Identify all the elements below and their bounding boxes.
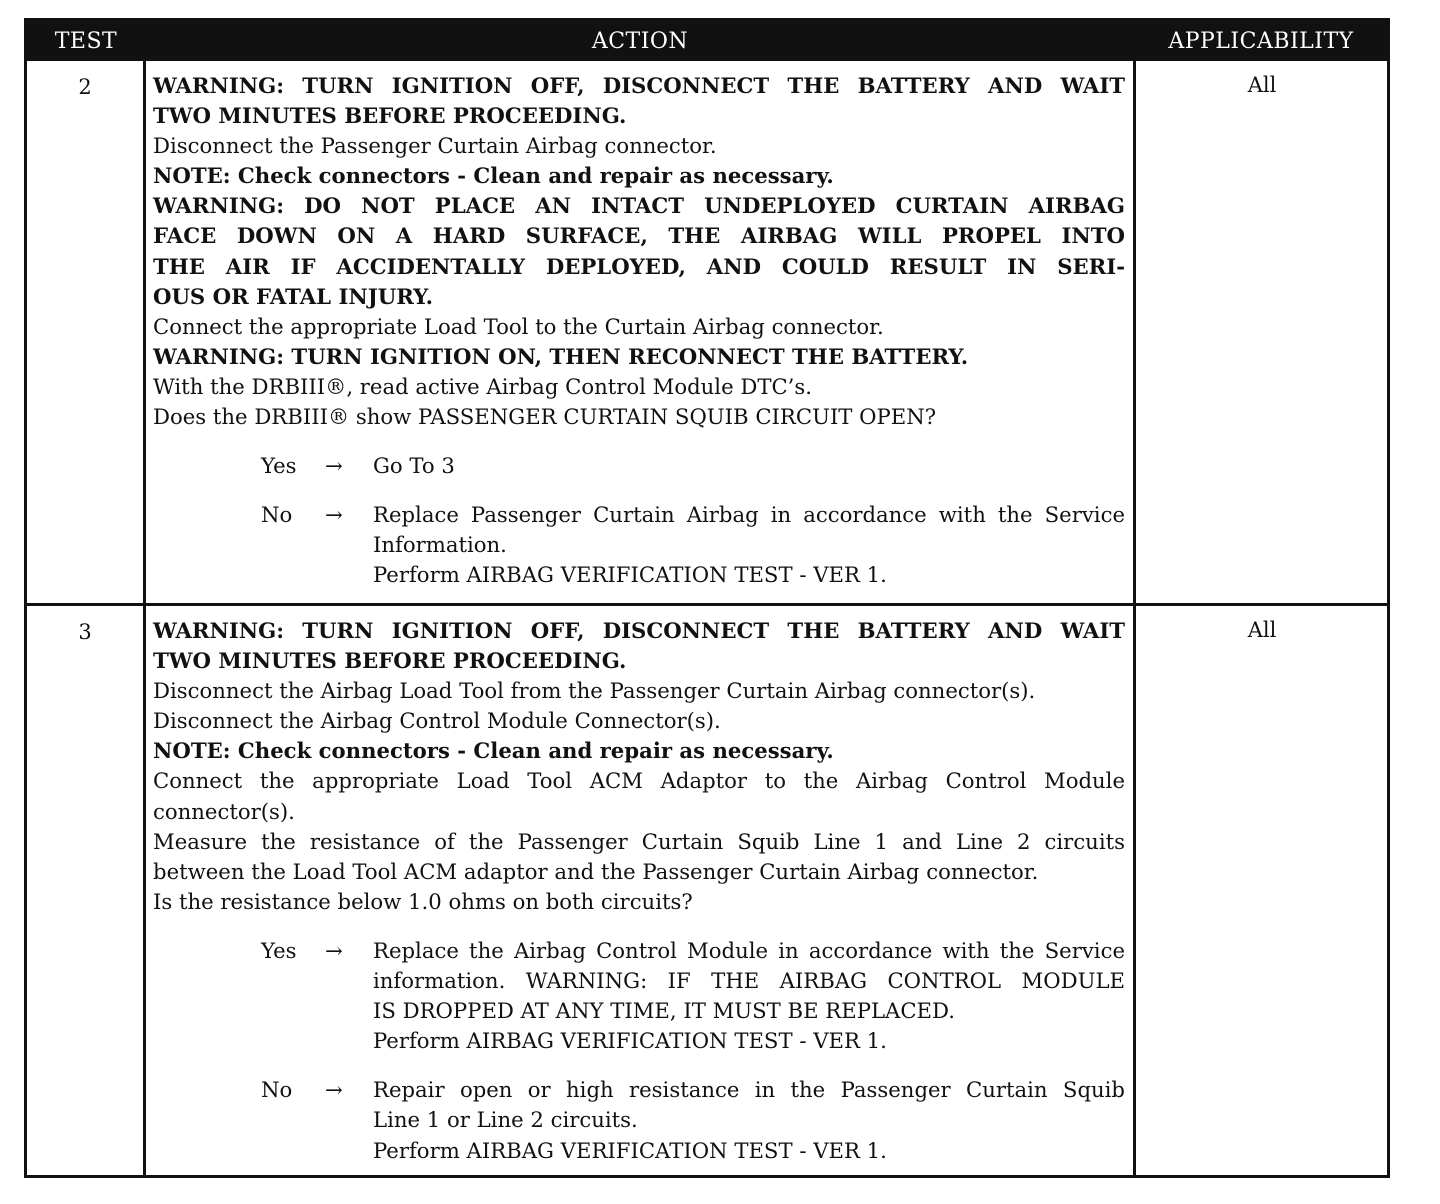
no-result <box>373 500 1125 590</box>
step-text: With the DRBIII®, read active Airbag Control Module DTC’s. <box>153 373 813 399</box>
test-number: 3 <box>78 620 92 644</box>
no-result <box>373 1075 1125 1165</box>
step-text: Measure the resistance of the Passenger Curtain Squib Line 1 and Line 2 circuits <box>153 828 1125 854</box>
arrow-right-icon: → <box>325 1077 343 1103</box>
result-text: Replace the Airbag Control Module in accordance with the Service <box>373 937 1125 963</box>
note-text: NOTE: Check connectors - Clean and repair as necessary. <box>153 738 834 764</box>
step-text: Disconnect the Passenger Curtain Airbag connector. <box>153 133 717 159</box>
warning-text: FACE DOWN ON A HARD SURFACE, THE AIRBAG WILL PROPEL INTO <box>153 223 1125 249</box>
warning-text: WARNING: TURN IGNITION ON, THEN RECONNECT THE BATTERY. <box>153 343 969 369</box>
step-text: connector(s). <box>153 798 295 824</box>
result-text: Repair open or high resistance in the Passenger Curtain Squib <box>373 1077 1125 1103</box>
no-label: No <box>261 1077 293 1103</box>
yes-result <box>373 936 1125 1056</box>
result-text: Perform AIRBAG VERIFICATION TEST - VER 1. <box>373 562 887 588</box>
question-text: Is the resistance below 1.0 ohms on both circuits? <box>153 888 693 914</box>
warning-text: OUS OR FATAL INJURY. <box>153 283 433 309</box>
table-row <box>27 606 1387 1175</box>
result-text: Perform AIRBAG VERIFICATION TEST - VER 1. <box>373 1137 887 1163</box>
header-action: ACTION <box>591 29 689 54</box>
yes-branch <box>153 936 1125 1056</box>
result-text: Perform AIRBAG VERIFICATION TEST - VER 1. <box>373 1028 887 1054</box>
no-branch <box>153 500 1125 590</box>
action-cell <box>153 71 1125 610</box>
no-label: No <box>261 502 293 528</box>
step-text: Disconnect the Airbag Control Module Connector(s). <box>153 708 721 734</box>
warning-text: TWO MINUTES BEFORE PROCEEDING. <box>153 648 627 674</box>
warning-text: TWO MINUTES BEFORE PROCEEDING. <box>153 103 627 129</box>
result-text: Go To 3 <box>373 453 455 479</box>
step-text: Connect the appropriate Load Tool ACM Adaptor to the Airbag Control Module <box>153 768 1125 794</box>
diagnostic-test-table <box>24 18 1390 1178</box>
result-text: Line 1 or Line 2 circuits. <box>373 1107 638 1133</box>
yes-label: Yes <box>261 937 297 963</box>
step-text: between the Load Tool ACM adaptor and the Passenger Curtain Airbag connector. <box>153 858 1039 884</box>
action-cell <box>153 616 1125 1185</box>
arrow-right-icon: → <box>325 453 343 479</box>
question-text: Does the DRBIII® show PASSENGER CURTAIN SQUIB CIRCUIT OPEN? <box>153 404 937 430</box>
result-text: IS DROPPED AT ANY TIME, IT MUST BE REPLACED. <box>373 998 955 1024</box>
yes-label: Yes <box>261 453 297 479</box>
table-row <box>27 61 1387 603</box>
step-text: Connect the appropriate Load Tool to the Curtain Airbag connector. <box>153 313 884 339</box>
test-number: 2 <box>78 75 92 99</box>
warning-text: WARNING: DO NOT PLACE AN INTACT UNDEPLOYED CURTAIN AIRBAG <box>153 193 1125 219</box>
arrow-right-icon: → <box>325 937 343 963</box>
step-text: Disconnect the Airbag Load Tool from the Passenger Curtain Airbag connector(s). <box>153 678 1036 704</box>
yes-result <box>373 451 1125 481</box>
header-test: TEST <box>54 29 118 54</box>
applicability-value: All <box>1247 73 1277 97</box>
header-applicability: APPLICABILITY <box>1168 29 1354 54</box>
warning-text: WARNING: TURN IGNITION OFF, DISCONNECT THE BATTERY AND WAIT <box>153 618 1125 643</box>
result-text: Information. <box>373 532 507 558</box>
answer-group <box>153 936 1125 1166</box>
yes-branch <box>153 451 1125 481</box>
arrow-right-icon: → <box>325 502 343 528</box>
table-header <box>27 21 1387 61</box>
note-text: NOTE: Check connectors - Clean and repair as necessary. <box>153 163 834 189</box>
warning-text: WARNING: TURN IGNITION OFF, DISCONNECT THE BATTERY AND WAIT <box>153 73 1125 98</box>
warning-text: THE AIR IF ACCIDENTALLY DEPLOYED, AND COULD RESULT IN SERI- <box>153 253 1125 279</box>
result-text: information. WARNING: IF THE AIRBAG CONTROL MODULE <box>373 968 1125 994</box>
no-branch <box>153 1075 1125 1165</box>
answer-group <box>153 451 1125 590</box>
applicability-value: All <box>1247 618 1277 642</box>
result-text: Replace Passenger Curtain Airbag in accordance with the Service <box>373 502 1125 528</box>
